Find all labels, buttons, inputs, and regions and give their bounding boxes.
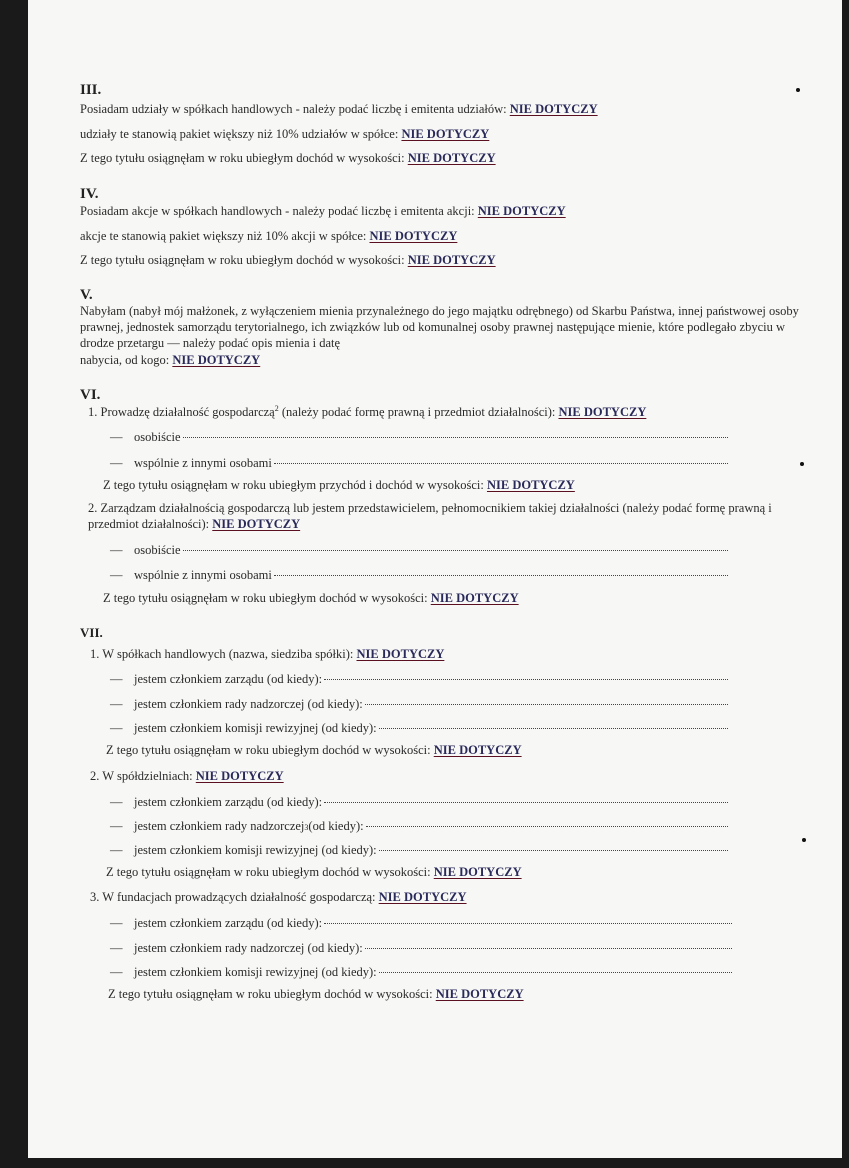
scan-speck (796, 88, 800, 92)
s7-1-income: Z tego tytułu osiągnęłam w roku ubiegłym dochód w wysokości: NIE DOTYCZY (106, 743, 522, 757)
s5-last-line: nabycia, od kogo: NIE DOTYCZY (80, 353, 261, 367)
s7-2-rada-line: — jestem członkiem rady nadzorczej 3 (od kiedy): (110, 819, 728, 834)
s4-line-1: Posiadam akcje w spółkach handlowych - należy podać liczbę i emitenta akcji: NIE DOTYCZY (80, 204, 566, 218)
s7-2-zarzad-line: — jestem członkiem zarządu (od kiedy): (110, 795, 728, 810)
s4-line-3: Z tego tytułu osiągnęłam w roku ubiegłym dochód w wysokości: NIE DOTYCZY (80, 253, 496, 267)
s7-2-income: Z tego tytułu osiągnęłam w roku ubiegłym dochód w wysokości: NIE DOTYCZY (106, 865, 522, 879)
s7-point-3: 3. W fundacjach prowadzących działalność gospodarczą: NIE DOTYCZY (90, 890, 467, 904)
s6-osobiscie-line-2: — osobiście (110, 543, 728, 558)
s6-point-2: 2. Zarządzam działalnością gospodarczą lub jestem przedstawicielem, pełnomocnikiem takiej działalności (należy podać formę prawną i przedmiot działalności): NIE DOTYCZY (88, 501, 772, 531)
s6-wspolnie-line: — wspólnie z innymi osobami (110, 456, 728, 471)
s7-point-2: 2. W spółdzielniach: NIE DOTYCZY (90, 769, 284, 783)
s7-1-zarzad-line: — jestem członkiem zarządu (od kiedy): (110, 672, 728, 687)
s7-3-komisja-line: — jestem członkiem komisji rewizyjnej (od kiedy): (110, 965, 732, 980)
s7-1-komisja-line: — jestem członkiem komisji rewizyjnej (od kiedy): (110, 721, 728, 736)
s7-1-rada-line: — jestem członkiem rady nadzorczej (od kiedy): (110, 697, 728, 712)
s7-3-zarzad-line: — jestem członkiem zarządu (od kiedy): (110, 916, 732, 931)
section-vii-heading: VII. (80, 625, 103, 640)
scan-speck (800, 462, 804, 466)
section-v-heading: V. (80, 287, 93, 303)
s3-line-2: udziały te stanowią pakiet większy niż 10% udziałów w spółce: NIE DOTYCZY (80, 127, 490, 141)
s6-point-1: 1. Prowadzę działalność gospodarczą$^2$ (należy podać formę prawną i przedmiot działalności): NIE DOTYCZY (88, 404, 647, 420)
section-iii-heading: III. (80, 82, 102, 98)
s6-income-2: Z tego tytułu osiągnęłam w roku ubiegłym dochód w wysokości: NIE DOTYCZY (103, 591, 519, 605)
section-iv-heading: IV. (80, 186, 99, 202)
document-page (28, 0, 842, 1158)
s7-point-1: 1. W spółkach handlowych (nazwa, siedziba spółki): NIE DOTYCZY (90, 647, 445, 661)
section-vi-heading: VI. (80, 387, 101, 403)
s5-text: Nabyłam (nabył mój małżonek, z wyłączeniem mienia przynależnego do jego majątku odrębnego) od Skarbu Państwa, innej państwowej osoby prawnej, jednostek samorządu terytorialnego, ich związków lub od komunalnej osoby prawnej następujące mienie, które podlegało zbyciu w drodze przetargu — należy podać opis mienia i datę (80, 304, 799, 350)
s7-3-rada-line: — jestem członkiem rady nadzorczej (od kiedy): (110, 941, 732, 956)
s6-osobiscie-line: — osobiście (110, 430, 728, 445)
scan-speck (802, 838, 806, 842)
s7-2-komisja-line: — jestem członkiem komisji rewizyjnej (od kiedy): (110, 843, 728, 858)
s6-income-1: Z tego tytułu osiągnęłam w roku ubiegłym przychód i dochód w wysokości: NIE DOTYCZY (103, 478, 575, 492)
s7-3-income: Z tego tytułu osiągnęłam w roku ubiegłym dochód w wysokości: NIE DOTYCZY (108, 987, 524, 1001)
s4-line-2: akcje te stanowią pakiet większy niż 10% akcji w spółce: NIE DOTYCZY (80, 229, 458, 243)
s3-line-1: Posiadam udziały w spółkach handlowych - należy podać liczbę i emitenta udziałów: NIE DOTYCZY (80, 102, 598, 116)
s6-wspolnie-line-2: — wspólnie z innymi osobami (110, 568, 728, 583)
s3-line-3: Z tego tytułu osiągnęłam w roku ubiegłym dochód w wysokości: NIE DOTYCZY (80, 151, 496, 165)
